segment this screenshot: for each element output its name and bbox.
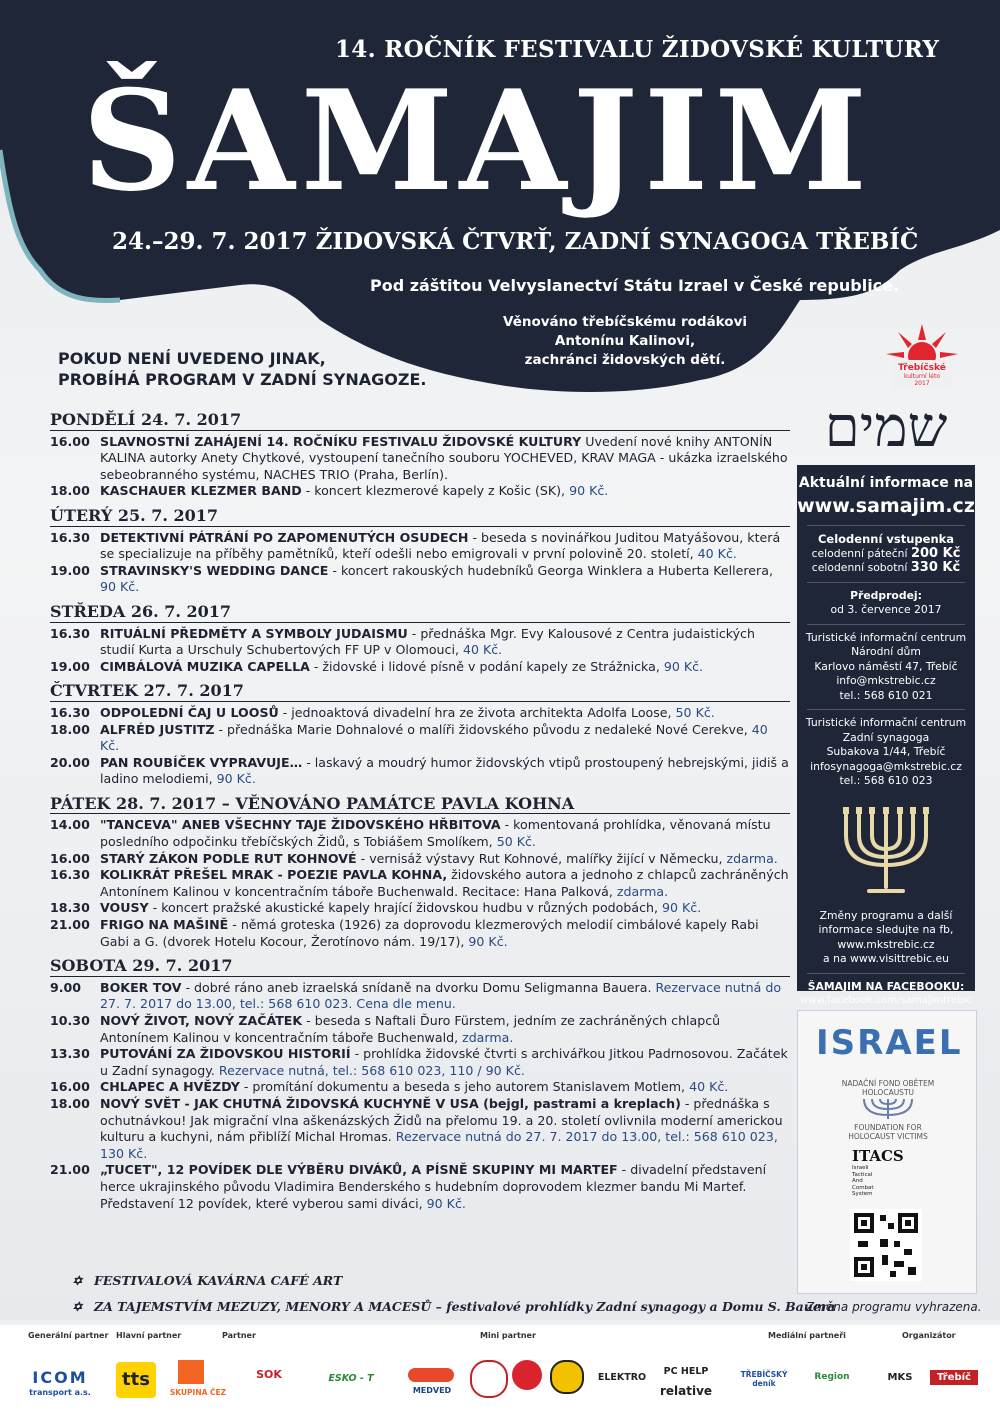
event-body	[100, 867, 790, 900]
event-name: CIMBÁLOVÁ MUZIKA CAPELLA	[100, 658, 310, 674]
tic-national-house	[797, 631, 975, 704]
event-name: „TUCET", 12 POVÍDEK DLE VÝBĚRU DIVÁKŮ, A PÍSNĚ SKUPINY MI MARTEF	[100, 1162, 618, 1178]
event-time: 18.00	[50, 1095, 90, 1111]
trebic-city-logo: Třebíč	[930, 1370, 978, 1385]
day-heading: SOBOTA 29. 7. 2017	[50, 958, 790, 977]
info-label: Aktuální informace na	[798, 475, 974, 491]
event-row	[50, 917, 790, 950]
event-price: zdarma.	[462, 1029, 514, 1045]
event-name: FRIGO NA MAŠINĚ	[100, 917, 229, 933]
ticket-saturday-price: 330 Kč	[910, 560, 961, 575]
event-row	[50, 867, 790, 900]
event-name: KOLIKRÁT PŘEŠEL MRAK - POEZIE PAVLA KOHNA,	[100, 867, 448, 883]
venue-notice-line: PROBÍHÁ PROGRAM V ZADNÍ SYNAGOZE.	[58, 370, 427, 389]
event-price: 50 Kč.	[675, 704, 715, 720]
footer-label-organizer: Organizátor	[902, 1331, 956, 1340]
event-time: 19.00	[50, 562, 90, 578]
event-row	[50, 483, 790, 500]
presale-title: Předprodej:	[850, 588, 922, 602]
qr-code-icon[interactable]	[850, 1209, 922, 1281]
event-row	[50, 530, 790, 563]
footer-label-media: Mediální partneři	[768, 1331, 846, 1340]
event-body	[100, 755, 790, 788]
event-description: - koncert rakouských hudebníků Georga Winklera a Huberta Kellerera,	[328, 562, 773, 578]
program-day	[50, 505, 790, 596]
footer-label-mini: Mini partner	[480, 1331, 536, 1340]
event-row	[50, 851, 790, 868]
event-price: 90 Kč.	[661, 900, 702, 916]
event-price: 40 Kč.	[689, 1079, 729, 1095]
event-name: "TANCEVA" ANEB VŠECHNY TAJE ŽIDOVSKÉHO HŘBITOVA	[100, 817, 501, 833]
event-name: NOVÝ SVĚT - JAK CHUTNÁ ŽIDOVSKÁ KUCHYNĚ V USA (bejgl, pastrami a kreplach)	[100, 1095, 681, 1111]
event-body	[100, 1013, 790, 1046]
event-row	[50, 563, 790, 596]
event-price: 90 Kč.	[100, 579, 140, 595]
program-schedule	[50, 412, 790, 1212]
event-body	[100, 1096, 790, 1162]
event-time: 18.00	[50, 721, 90, 737]
day-heading: STŘEDA 26. 7. 2017	[50, 604, 790, 623]
day-heading: ČTVRTEK 27. 7. 2017	[50, 683, 790, 702]
event-body	[100, 1079, 790, 1096]
mks-logo: MKS	[887, 1372, 913, 1383]
tic2-phone: tel.: 568 610 023	[839, 774, 933, 787]
event-time: 18.00	[50, 483, 90, 499]
event-body	[100, 563, 790, 596]
trebic-summer-sun-logo	[882, 318, 962, 388]
event-time: 16.30	[50, 704, 90, 720]
event-price: 90 Kč.	[216, 771, 256, 787]
event-time: 18.30	[50, 900, 90, 916]
elektro-logo: ELEKTRO	[597, 1372, 647, 1383]
event-name: CHLAPEC A HVĚZDY	[100, 1079, 240, 1095]
patronage-line: Pod záštitou Velvyslanectví Státu Izrael v České republice.	[370, 276, 900, 295]
event-price: zdarma.	[726, 850, 778, 866]
changes-info	[797, 909, 975, 967]
day-heading: ÚTERÝ 25. 7. 2017	[50, 508, 790, 527]
event-body	[100, 917, 790, 950]
changes-line: informace sledujte na fb,	[818, 923, 954, 936]
tic1-line: Karlovo náměstí 47, Třebíč	[814, 659, 958, 673]
event-description: - beseda s novinářkou Juditou Matyášovou, která se specializuje na příběhy pamětníků, kteří odešli nebo emigrovali v první polovině 20. století,	[100, 529, 781, 562]
event-row	[50, 434, 790, 484]
event-name: BOKER TOV	[100, 979, 182, 995]
dedication	[490, 313, 760, 370]
event-body	[100, 722, 790, 755]
event-row	[50, 817, 790, 850]
event-description: - koncert klezmerové kapely z Košic (SK),	[301, 483, 570, 499]
presale-date: od 3. července 2017	[830, 603, 942, 616]
event-description: Uvedení nové knihy ANTONÍN KALINA autorky Anety Chytkové, vystoupení tanečního souboru YOCHEVED, KRAV MAGA - ukázka izraelského sebeobranného systému, NACHES TRIO (Praha, Berlín).	[100, 433, 788, 482]
event-description: - dobré ráno aneb izraelská snídaně na dvorku Domu Seligmanna Bauera.	[181, 979, 656, 995]
event-price: 40 Kč.	[100, 721, 768, 754]
dedication-line: Antonínu Kalinovi,	[554, 333, 696, 349]
event-row	[50, 1013, 790, 1046]
tic1-line: Turistické informační centrum	[805, 630, 967, 644]
event-time: 20.00	[50, 754, 90, 770]
israel-logo: ISRAEL	[816, 1023, 963, 1063]
extra-event-item	[72, 1294, 835, 1320]
event-price: Rezervace nutná, tel.: 568 610 023, 110 / 90 Kč.	[218, 1062, 525, 1078]
facebook-label: ŠAMAJIM NA FACEBOOKU:	[807, 979, 965, 993]
program-day	[50, 601, 790, 675]
sun-logo-text-3: 2017	[914, 380, 930, 387]
event-description: - němá groteska (1926) za doprovodu klezmerových melodií cimbálové kapely Rabi Gabi a G. (dvorek Hotelu Kocour, Žerotínovo nám. 19/17),	[100, 917, 759, 949]
menorah-icon	[831, 795, 941, 905]
day-heading: PÁTEK 28. 7. 2017 – VĚNOVÁNO PAMÁTCE PAVLA KOHNA	[50, 796, 790, 815]
ticket-saturday-label: celodenní sobotní	[811, 561, 911, 574]
itacs-sub-line: And	[852, 1178, 863, 1184]
extra-event-item	[72, 1268, 835, 1294]
event-body	[100, 900, 790, 917]
icom-logo-sub: transport a.s.	[29, 1388, 91, 1397]
event-row	[50, 722, 790, 755]
event-body	[100, 626, 790, 659]
festival-title: ŠAMAJIM	[82, 59, 874, 222]
ticket-friday	[797, 547, 975, 562]
info-sidebar	[797, 465, 975, 1006]
changes-link[interactable]: www.mkstrebic.cz	[837, 937, 935, 951]
tic2-line: Turistické informační centrum	[805, 716, 967, 729]
sun-logo-text-2: kulturní léto	[903, 373, 941, 380]
event-time: 21.00	[50, 1162, 90, 1178]
event-row	[50, 626, 790, 659]
cez-logo: SKUPINA ČEZ	[169, 1388, 227, 1397]
sun-logo-text-1: Třebíčské	[898, 363, 946, 373]
star-of-david-icon: ✡	[72, 1299, 83, 1314]
edition-line: 14. ROČNÍK FESTIVALU ŽIDOVSKÉ KULTURY	[335, 36, 940, 63]
event-description: - jednoaktová divadelní hra ze života architekta Adolfa Loose,	[278, 704, 676, 720]
event-description: - prohlídka židovské čtvrti s archivářkou Jitkou Padrnosovou. Začátek u Zadní synagogy.	[100, 1046, 788, 1078]
event-price: 50 Kč.	[496, 834, 536, 850]
tic1-line: Národní dům	[851, 645, 921, 658]
event-time: 16.00	[50, 850, 90, 866]
itacs-sub-line: System	[852, 1191, 873, 1197]
venue-notice-line: POKUD NENÍ UVEDENO JINAK,	[58, 349, 326, 368]
event-row	[50, 659, 790, 676]
tic2-line: Subakova 1/44, Třebíč	[826, 745, 946, 758]
itacs-sub-line: Combat	[852, 1184, 874, 1191]
pc-help-logo: PC HELP	[663, 1366, 709, 1377]
event-name: KASCHAUER KLEZMER BAND	[100, 483, 302, 499]
event-time: 16.00	[50, 1079, 90, 1095]
medved-logo: MEDVED	[412, 1386, 452, 1395]
event-body	[100, 705, 790, 722]
event-body	[100, 483, 790, 500]
website-link[interactable]: www.samajim.cz	[797, 495, 975, 517]
trebicsky-denik-logo: TŘEBÍČSKÝ deník	[740, 1370, 788, 1388]
changes-line: Změny programu a další	[819, 908, 953, 922]
fund-line: HOLOCAUST VICTIMS	[848, 1132, 928, 1141]
ticket-title: Celodenní vstupenka	[817, 532, 955, 546]
event-name: VOUSY	[100, 900, 149, 916]
holocaust-fund-logo	[818, 1079, 958, 1141]
cez-logo-mark	[178, 1360, 204, 1384]
tic1-email[interactable]: info@mkstrebic.cz	[836, 674, 936, 687]
event-body	[100, 434, 790, 484]
facebook-link[interactable]: www.facebook.com/samajimtrebic	[800, 995, 972, 1006]
sok-logo: SOK	[256, 1368, 282, 1381]
change-note: Změna programu vyhrazena.	[806, 1300, 982, 1314]
event-name: PUTOVÁNÍ ZA ŽIDOVSKOU HISTORIÍ	[100, 1046, 351, 1062]
event-description: - přednáška s ochutnávkou! Jak migrační vlna aškenázských Židů na přelomu 19. a 20. století ovlivnila moderní americkou kulturu a kuchyni, nám přiblíží Michal Hromas.	[100, 1095, 783, 1145]
event-name: DETEKTIVNÍ PÁTRÁNÍ PO ZAPOMENUTÝCH OSUDECH	[100, 529, 469, 545]
event-name: RITUÁLNÍ PŘEDMĚTY A SYMBOLY JUDAISMU	[100, 625, 408, 641]
event-time: 16.30	[50, 625, 90, 641]
event-time: 9.00	[50, 979, 82, 995]
event-name: STRAVINSKY'S WEDDING DANCE	[100, 562, 329, 578]
relative-logo: relative	[659, 1384, 713, 1398]
event-row	[50, 980, 790, 1013]
event-time: 16.30	[50, 867, 90, 883]
event-row	[50, 1162, 790, 1212]
event-price: 90 Kč.	[426, 1195, 466, 1211]
event-description: - přednáška Mgr. Evy Kalousové z Centra judaistických studií Kurta a Urschuly Schubertových FF UP v Olomouci,	[100, 625, 755, 658]
event-description: - komentovaná prohlídka, věnovaná místu posledního odpočinku třebíčských Židů, s Tobiášem Smolíkem,	[100, 817, 771, 850]
event-price: zdarma.	[616, 883, 669, 899]
event-body	[100, 659, 790, 676]
event-time: 21.00	[50, 917, 90, 933]
event-body	[100, 817, 790, 850]
event-row	[50, 1046, 790, 1079]
round-seal-logo	[470, 1360, 508, 1398]
event-description: - divadelní představení herce ukrajinského původu Vladimira Benderského s hudebním doprovodem klezmer bandu Mi Martef. Představení 12 povídek, které vyberou sami diváci,	[100, 1162, 767, 1211]
event-price: Rezervace nutná do 27. 7. 2017 do 13.00, tel.: 568 610 023, 130 Kč.	[100, 1129, 778, 1161]
festival-dates: 24.–29. 7. 2017 ŽIDOVSKÁ ČTVRŤ, ZADNÍ SYNAGOGA TŘEBÍČ	[112, 228, 919, 255]
event-description: - promítání dokumentu a beseda s jeho autorem Stanislavem Motlem,	[239, 1079, 690, 1095]
tic2-line: Zadní synagoga	[842, 730, 930, 744]
itacs-sub-line: Israeli	[852, 1165, 869, 1171]
event-time: 10.30	[50, 1013, 90, 1028]
event-row	[50, 900, 790, 917]
event-price: 90 Kč.	[468, 933, 508, 949]
event-body	[100, 1046, 790, 1079]
itacs-logo	[852, 1147, 932, 1198]
event-body	[100, 851, 790, 868]
dedication-line: zachránci židovských dětí.	[524, 352, 726, 368]
event-name: PAN ROUBÍČEK VYPRAVUJE…	[100, 754, 303, 770]
extra-events	[72, 1268, 835, 1320]
event-price: 40 Kč.	[462, 642, 503, 658]
region-logo: Region	[814, 1372, 850, 1382]
event-name: NOVÝ ŽIVOT, NOVÝ ZAČÁTEK	[100, 1013, 303, 1028]
day-heading: PONDĚLÍ 24. 7. 2017	[50, 412, 790, 431]
event-price: 40 Kč.	[697, 546, 737, 562]
event-description: - beseda s Naftali Ďuro Fürstem, jedním ze zachráněných chlapců Antonínem Kalinou v koncentračním táboře Buchenwald,	[100, 1013, 721, 1045]
footer-label-partner: Partner	[222, 1331, 256, 1340]
footer-label-general: Generální partner	[28, 1331, 109, 1340]
extra-event-label: FESTIVALOVÁ KAVÁRNA CAFÉ ART	[94, 1273, 343, 1288]
program-day	[50, 683, 790, 788]
changes-link[interactable]: a na www.visittrebic.eu	[823, 952, 949, 965]
event-name: ALFRÉD JUSTITZ	[100, 721, 215, 737]
fund-line: FOUNDATION FOR	[854, 1123, 922, 1132]
star-of-david-icon: ✡	[72, 1273, 83, 1288]
event-body	[100, 980, 790, 1013]
tic2-email[interactable]: infosynagoga@mkstrebic.cz	[810, 759, 962, 773]
ticket-friday-price: 200 Kč	[910, 545, 961, 561]
event-price: 90 Kč.	[569, 483, 609, 499]
program-day	[50, 958, 790, 1212]
dedication-line: Věnováno třebíčskému rodákovi	[502, 314, 747, 330]
event-time: 14.00	[50, 817, 90, 833]
yellow-round-logo	[550, 1360, 584, 1394]
fund-menorah-icon	[858, 1097, 918, 1121]
event-row	[50, 1096, 790, 1162]
event-description: - přednáška Marie Dohnalové o malíři židovského původu z nedaleké Nové Cerekve,	[214, 721, 752, 737]
ticket-friday-label: celodenní páteční	[811, 546, 911, 560]
red-round-logo	[512, 1360, 542, 1390]
event-description: - laskavý a moudrý humor židovských vtipů prostoupený hebrejskými, jidiš a ladino melodiemi,	[100, 754, 789, 787]
footer-label-main: Hlavní partner	[116, 1331, 182, 1340]
event-row	[50, 755, 790, 788]
event-time: 16.30	[50, 529, 90, 545]
event-time: 13.30	[50, 1046, 90, 1062]
fund-line: HOLOCAUSTU	[861, 1088, 915, 1097]
itacs-label: ITACS	[852, 1147, 904, 1165]
esko-logo: ESKO - T	[328, 1373, 374, 1384]
event-body	[100, 530, 790, 563]
program-day	[50, 412, 790, 500]
event-price: 90 Kč.	[663, 658, 704, 674]
hebrew-title: שמים	[824, 395, 948, 460]
fund-line: NADAČNÍ FOND OBĚTEM	[841, 1079, 935, 1088]
event-description: - koncert pražské akustické kapely hrající židovskou hudbu v různých podobách,	[148, 900, 662, 916]
itacs-sub-line: Tactical	[852, 1171, 873, 1178]
venue-notice	[58, 348, 426, 390]
event-row	[50, 1079, 790, 1096]
medved-logo-mark	[408, 1368, 454, 1382]
event-time: 16.00	[50, 433, 90, 449]
tic1-phone: tel.: 568 610 021	[839, 688, 933, 702]
tts-logo: tts	[116, 1362, 156, 1398]
tic-synagogue	[797, 716, 975, 789]
event-row	[50, 705, 790, 722]
ticket-saturday	[797, 561, 975, 576]
extra-event-label: ZA TAJEMSTVÍM MEZUZY, MENORY A MACESŮ – festivalové prohlídky Zadní synagogy a Domu S. Bauera	[94, 1299, 836, 1314]
event-description: židovského autora a jednoho z chlapců zachráněných Antonínem Kalinou v koncentračním táboře Buchenwald. Recitace: Hana Palková,	[100, 867, 789, 899]
event-price: Rezervace nutná do 27. 7. 2017 do 13.00, tel.: 568 610 023. Cena dle menu.	[100, 979, 782, 1012]
event-time: 19.00	[50, 658, 90, 674]
icom-logo: ICOM	[32, 1368, 88, 1387]
supporters-logo-box	[797, 1010, 977, 1294]
event-description: - vernisáž výstavy Rut Kohnové, malířky žijící v Německu,	[356, 850, 727, 866]
event-body	[100, 1162, 790, 1212]
event-name: SLAVNOSTNÍ ZAHÁJENÍ 14. ROČNÍKU FESTIVALU ŽIDOVSKÉ KULTURY	[100, 433, 582, 449]
program-day	[50, 793, 790, 950]
event-name: STARÝ ZÁKON PODLE RUT KOHNOVÉ	[100, 850, 357, 866]
event-description: - židovské i lidové písně v podání kapely ze Strážnicka,	[309, 658, 664, 674]
event-name: ODPOLEDNÍ ČAJ U LOOSŮ	[100, 704, 279, 720]
